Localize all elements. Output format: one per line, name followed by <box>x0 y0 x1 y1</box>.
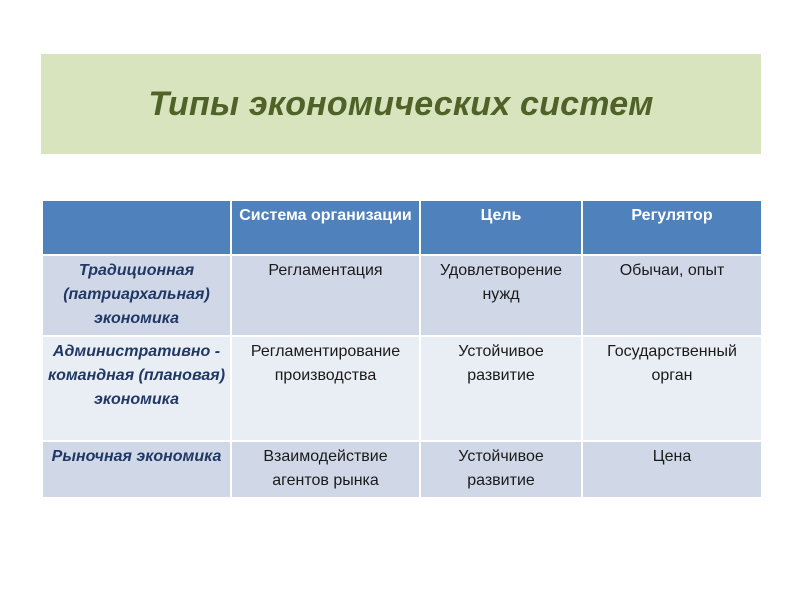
row-organization: Регламентация <box>231 255 420 336</box>
row-type-label: Административно - командная (плановая) экономика <box>42 336 231 441</box>
header-cell-regulator: Регулятор <box>582 200 762 255</box>
table-row <box>42 336 762 441</box>
row-regulator: Цена <box>582 441 762 498</box>
title-band <box>41 54 761 154</box>
row-organization: Взаимодействие агентов рынка <box>231 441 420 498</box>
row-type-label: Рыночная экономика <box>42 441 231 498</box>
row-regulator: Обычаи, опыт <box>582 255 762 336</box>
row-organization: Регламентирование производства <box>231 336 420 441</box>
row-goal: Устойчивое развитие <box>420 441 582 498</box>
table-row <box>42 441 762 498</box>
header-cell-goal: Цель <box>420 200 582 255</box>
slide-title: Типы экономических систем <box>148 84 654 123</box>
economic-systems-table <box>41 199 763 499</box>
row-type-label: Традиционная (патриархальная) экономика <box>42 255 231 336</box>
row-goal: Удовлетворение нужд <box>420 255 582 336</box>
header-cell-empty <box>42 200 231 255</box>
table-header-row <box>42 200 762 255</box>
row-goal: Устойчивое развитие <box>420 336 582 441</box>
row-regulator: Государственный орган <box>582 336 762 441</box>
header-cell-organization: Система организации <box>231 200 420 255</box>
table-row <box>42 255 762 336</box>
